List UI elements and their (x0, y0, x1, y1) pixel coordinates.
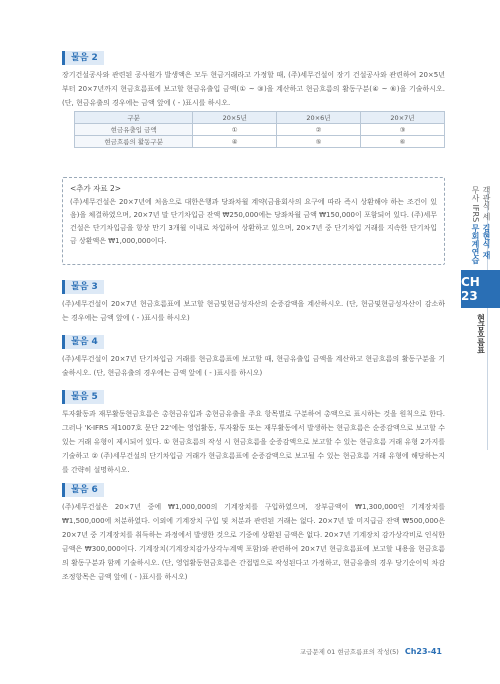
table-header: 구분 (75, 112, 193, 124)
question-text-5: 투자활동과 재무활동현금흐름은 총현금유입과 총현금유출을 주요 항목별로 구분하여 총액으로 표시하는 것을 원칙으로 한다. 그러나 'K-IFRS 제1007호 문단 22'에는 영업활동, 투자활동 또는 재무활동에서 발생하는 현금흐름은 순증감액으로 보고할 수 있는 거래 유형이 제시되어 있다. ① 현금흐름의 작성 시 현금흐름을 순증감액으로 보고할 수 있는 현금흐름 거래 유형 2가지를 기술하고 ② (주)세무건설의 단기차입금 거래가 현금흐름표에 순증감액으로 보고될 수 있는 현금흐름 거래 유형에 해당하는지를 간략히 설명하시오. (62, 410, 445, 474)
chapter-badge: CH 23 (461, 270, 500, 308)
table-cell: ⑤ (277, 136, 361, 148)
book-title (464, 186, 498, 264)
table-cell: ④ (193, 136, 277, 148)
supplementary-box (62, 177, 445, 265)
page-number: Ch23-41 (404, 647, 442, 656)
supplementary-text: (주)세무건설은 20×7년에 처음으로 대한은행과 당좌차월 계약(금융회사의 요구에 따라 즉시 상환해야 하는 조건이 있음)을 체결하였으며, 20×7년 말 단기차입금 잔액 ₩250,000에는 당좌차월 금액 ₩150,000이 포함되어 있다. (주)세무건설은 단기차입금을 항상 만기 3개월 이내로 차입하여 상환하고 있으며, 20×7년 중 단기차입 거래를 지속한 단기차입금 상환액은 ₩1,000,000이다. (70, 198, 437, 245)
table-header: 20×5년 (193, 112, 277, 124)
table-row (75, 124, 445, 136)
question-label-4: 물음 4 (62, 335, 104, 349)
question-text-3: (주)세무건설이 20×7년 현금흐름표에 보고할 현금및현금성자산의 순증감액을 계산하시오. (단, 현금및현금성자산이 감소하는 경우에는 금액 앞에 ( - )표시를 하시오) (62, 300, 445, 322)
question-label-3: 물음 3 (62, 280, 104, 294)
table-cell: 현금유출입 금액 (75, 124, 193, 136)
book-title-accent: 김현식 재무회계연습 (471, 223, 491, 264)
supplementary-title: <추가 자료 2> (70, 184, 122, 193)
table-cell: ② (277, 124, 361, 136)
table-header-row (75, 112, 445, 124)
page-footer (300, 647, 442, 656)
question-label-2: 물음 2 (62, 51, 104, 65)
question-text-6: (주)세무건설은 20×7년 중에 ₩1,000,000의 기계장치를 구입하였으며, 장부금액이 ₩1,300,000인 기계장치를 ₩1,500,000에 처분하였다. 이외에 기계장치 구입 및 처분과 관련된 거래는 없다. 20×7년 말 미지급금 잔액 ₩500,000은 20×7년 중 기계장치를 취득하는 과정에서 발생한 것으로 기중에 상환된 금액은 없다. 20×7년 기계장치 감가상각비로 인식한 금액은 ₩300,000이다. 기계장치(기계장치감가상각누계액 포함)와 관련하여 20×7년 현금흐름표에 보고할 내용을 현금흐름의 활동구분과 함께 기술하시오. (단, 영업활동현금흐름은 간접법으로 작성된다고 가정하고, 현금유출의 경우 당기순이익 차감 조정항목은 금액 앞에 ( - )표시를 하시오) (62, 503, 445, 581)
table-cell: ⑥ (360, 136, 444, 148)
footer-section: 교급문제 01 현금흐름표의 작성(5) (299, 648, 399, 656)
table-cell: ① (193, 124, 277, 136)
question-label-6: 물음 6 (62, 483, 104, 497)
book-title-pre: 객관식 세무사 IFRS (471, 186, 491, 223)
table-cell: ③ (360, 124, 444, 136)
question-text-4: (주)세무건설이 20×7년 단기차입금 거래를 현금흐름표에 보고할 때, 현금유출입 금액을 계산하고 현금흐름의 활동구분을 기술하시오. (단, 현금유출의 경우에는 금액 앞에 ( - )표시를 하시오) (62, 355, 445, 377)
table-cell: 현금흐름의 활동구분 (75, 136, 193, 148)
table-row (75, 136, 445, 148)
table-header: 20×7년 (360, 112, 444, 124)
chapter-name: 현금흐름표 (476, 314, 486, 354)
question-label-5: 물음 5 (62, 390, 104, 404)
question-text-2: 장기건설공사와 관련된 공사원가 발생액은 모두 현금거래라고 가정할 때, (주)세무건설이 장기 건설공사와 관련하여 20×5년부터 20×7년까지 현금흐름표에 보고할 현금유출입 금액(① ~ ③)을 계산하고 현금흐름의 활동구분(④ ~ ⑥)을 기술하시오. (단, 현금유출의 경우에는 금액 앞에 ( - )표시를 하시오. (62, 71, 445, 107)
cashflow-table (74, 111, 445, 148)
table-header: 20×6년 (277, 112, 361, 124)
